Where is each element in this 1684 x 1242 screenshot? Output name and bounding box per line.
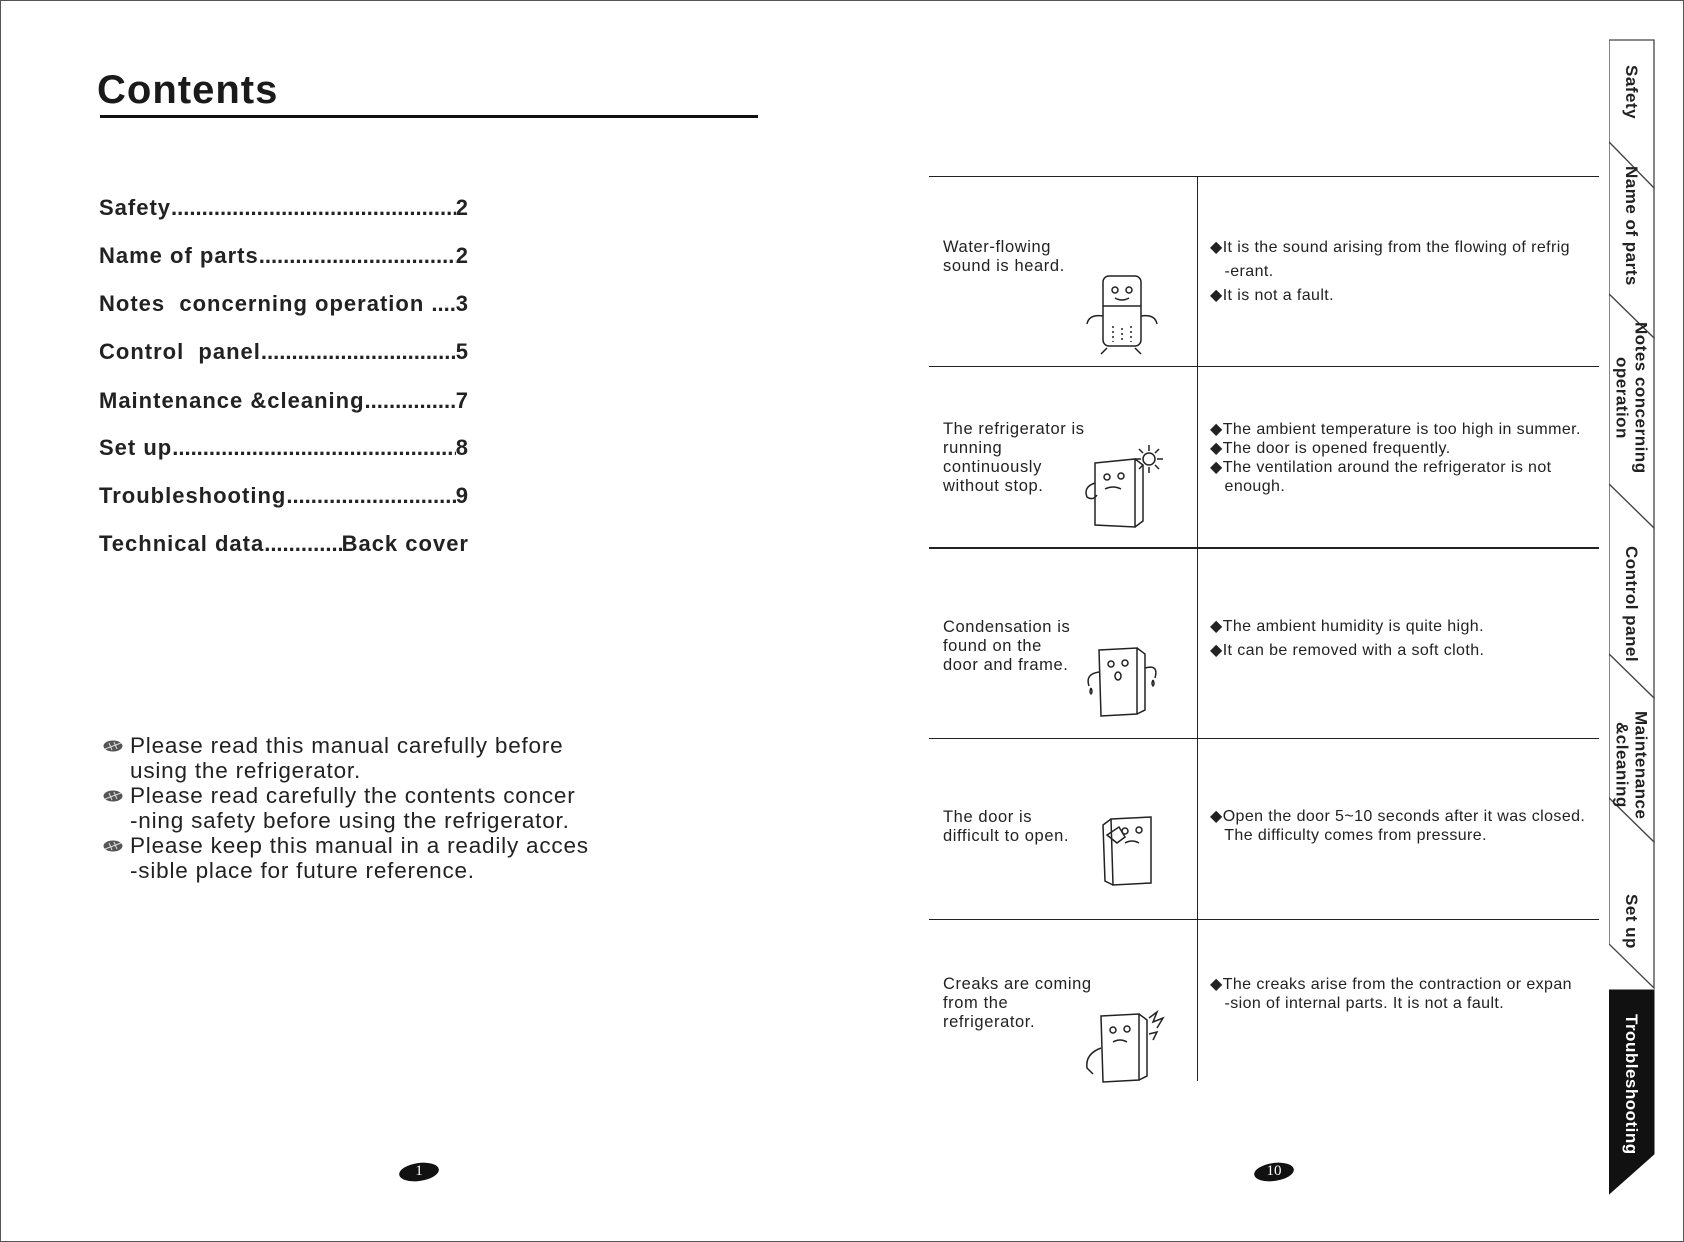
table-rule xyxy=(929,547,1599,549)
troubleshooting-table xyxy=(929,176,1599,1081)
toc-leader-dots xyxy=(365,388,456,414)
tab-control-panel[interactable] xyxy=(1609,534,1654,674)
refrigerator-condensation-icon xyxy=(1077,638,1167,728)
problem-text: Creaks are coming from the refrigerator. xyxy=(943,975,1092,1031)
note-line-1: Please keep this manual in a readily acces xyxy=(130,833,589,858)
leaf-bullet-icon xyxy=(103,790,123,802)
cause-line: ◆The creaks arise from the contraction or expan xyxy=(1210,976,1572,993)
leaf-bullet-icon xyxy=(103,840,123,852)
toc-page-number: 2 xyxy=(455,243,469,268)
toc-item-maintenance-cleaning[interactable] xyxy=(99,388,469,418)
cause-list xyxy=(1210,420,1605,496)
toc-leader-dots xyxy=(171,195,456,221)
refrigerator-creak-icon xyxy=(1077,1004,1167,1094)
table-column-divider xyxy=(1197,176,1198,1081)
title-underline xyxy=(100,115,758,118)
toc-label: Troubleshooting xyxy=(99,483,287,508)
page-number-text: 1 xyxy=(415,1163,423,1179)
tab-label: Safety xyxy=(1622,64,1641,120)
refrigerator-hot-sun-icon xyxy=(1077,441,1167,531)
toc-item-set-up[interactable] xyxy=(99,435,469,465)
tab-set-up[interactable] xyxy=(1609,876,1654,966)
toc-page-number: 3 xyxy=(455,291,469,316)
cause-list xyxy=(1210,238,1605,305)
cause-line: -sion of internal parts. It is not a fault. xyxy=(1210,995,1505,1012)
toc-label: Technical data xyxy=(99,531,265,556)
cause-line: The difficulty comes from pressure. xyxy=(1210,827,1487,844)
toc-leader-dots xyxy=(264,531,341,557)
tab-label: Set up xyxy=(1622,893,1641,949)
toc-leader-dots xyxy=(259,243,456,269)
toc-leader-dots xyxy=(261,339,456,365)
problem-text: The refrigerator is running continuously without stop. xyxy=(943,420,1085,495)
cause-line: ◆The ambient humidity is quite high. xyxy=(1210,618,1484,635)
toc-page-number: 5 xyxy=(455,339,469,364)
cause-list xyxy=(1210,617,1605,660)
note-item xyxy=(101,733,621,783)
toc-leader-dots xyxy=(431,291,455,317)
tab-name-of-parts[interactable] xyxy=(1609,154,1654,298)
toc-label: Safety xyxy=(99,195,172,220)
problem-text: The door is difficult to open. xyxy=(943,808,1070,845)
cause-line: ◆It is the sound arising from the flowing of refrig xyxy=(1210,239,1570,256)
toc-page-number: Back cover xyxy=(341,531,469,556)
cause-line: ◆The ventilation around the refrigerator is not xyxy=(1210,459,1552,476)
note-item xyxy=(101,783,621,833)
tab-troubleshooting[interactable] xyxy=(1609,994,1654,1174)
toc-item-technical-data[interactable] xyxy=(99,531,469,561)
section-tabs xyxy=(1609,38,1684,1198)
tab-maintenance-cleaning[interactable] xyxy=(1609,702,1654,828)
cause-line: ◆It can be removed with a soft cloth. xyxy=(1210,642,1485,659)
toc-label: Control panel xyxy=(99,339,261,364)
cause-line: enough. xyxy=(1210,478,1286,495)
note-line-2: -sible place for future reference. xyxy=(130,858,475,883)
toc-page-number: 8 xyxy=(455,435,469,460)
cause-list xyxy=(1210,975,1605,1013)
toc-item-control-panel[interactable] xyxy=(99,339,469,369)
problem-text: Water-flowing sound is heard. xyxy=(943,238,1065,275)
toc-leader-dots xyxy=(286,483,455,509)
toc-label: Set up xyxy=(99,435,173,460)
cause-line: ◆The ambient temperature is too high in summer. xyxy=(1210,421,1581,438)
note-line-1: Please read carefully the contents concer xyxy=(130,783,576,808)
problem-text: Condensation is found on the door and frame. xyxy=(943,618,1071,674)
cause-line: ◆Open the door 5~10 seconds after it was closed. xyxy=(1210,808,1586,825)
leaf-bullet-icon xyxy=(103,740,123,752)
note-item xyxy=(101,833,621,883)
toc-item-troubleshooting[interactable] xyxy=(99,483,469,513)
page-number-left xyxy=(398,1162,440,1182)
refrigerator-door-stuck-icon xyxy=(1077,811,1167,901)
page-title: Contents xyxy=(97,68,279,112)
toc-page-number: 2 xyxy=(455,195,469,220)
tab-safety[interactable] xyxy=(1609,48,1654,136)
toc-label: Name of parts xyxy=(99,243,259,268)
toc-item-notes-concerning-operation[interactable] xyxy=(99,291,469,321)
note-line-2: -ning safety before using the refrigerator. xyxy=(130,808,570,833)
toc-label: Maintenance &cleaning xyxy=(99,388,365,413)
note-line-2: using the refrigerator. xyxy=(130,758,362,783)
tab-label: Maintenance &cleaning xyxy=(1612,710,1651,820)
note-line-1: Please read this manual carefully before xyxy=(130,733,564,758)
tab-notes-concerning-operation[interactable] xyxy=(1609,308,1654,488)
toc-page-number: 7 xyxy=(455,388,469,413)
toc-item-safety[interactable] xyxy=(99,195,469,225)
tab-label: Control panel xyxy=(1622,545,1641,663)
cause-list xyxy=(1210,807,1605,845)
toc-page-number: 9 xyxy=(455,483,469,508)
tab-label: Troubleshooting xyxy=(1622,1013,1641,1155)
table-rule xyxy=(929,919,1599,920)
page-number-right xyxy=(1253,1162,1295,1182)
cause-line: ◆It is not a fault. xyxy=(1210,287,1334,304)
toc-item-name-of-parts[interactable] xyxy=(99,243,469,273)
page-number-text: 10 xyxy=(1266,1163,1282,1179)
table-rule xyxy=(929,738,1599,739)
toc-label: Notes concerning operation xyxy=(99,291,432,316)
tab-label: Name of parts xyxy=(1622,166,1641,286)
table-rule xyxy=(929,366,1599,367)
cause-line: ◆The door is opened frequently. xyxy=(1210,440,1451,457)
cause-line: -erant. xyxy=(1210,263,1274,280)
toc-leader-dots xyxy=(172,435,456,461)
tab-label: Notes concerning operation xyxy=(1612,322,1651,474)
reading-notes xyxy=(101,733,621,883)
refrigerator-water-sound-icon xyxy=(1077,266,1167,356)
table-rule xyxy=(929,176,1599,177)
